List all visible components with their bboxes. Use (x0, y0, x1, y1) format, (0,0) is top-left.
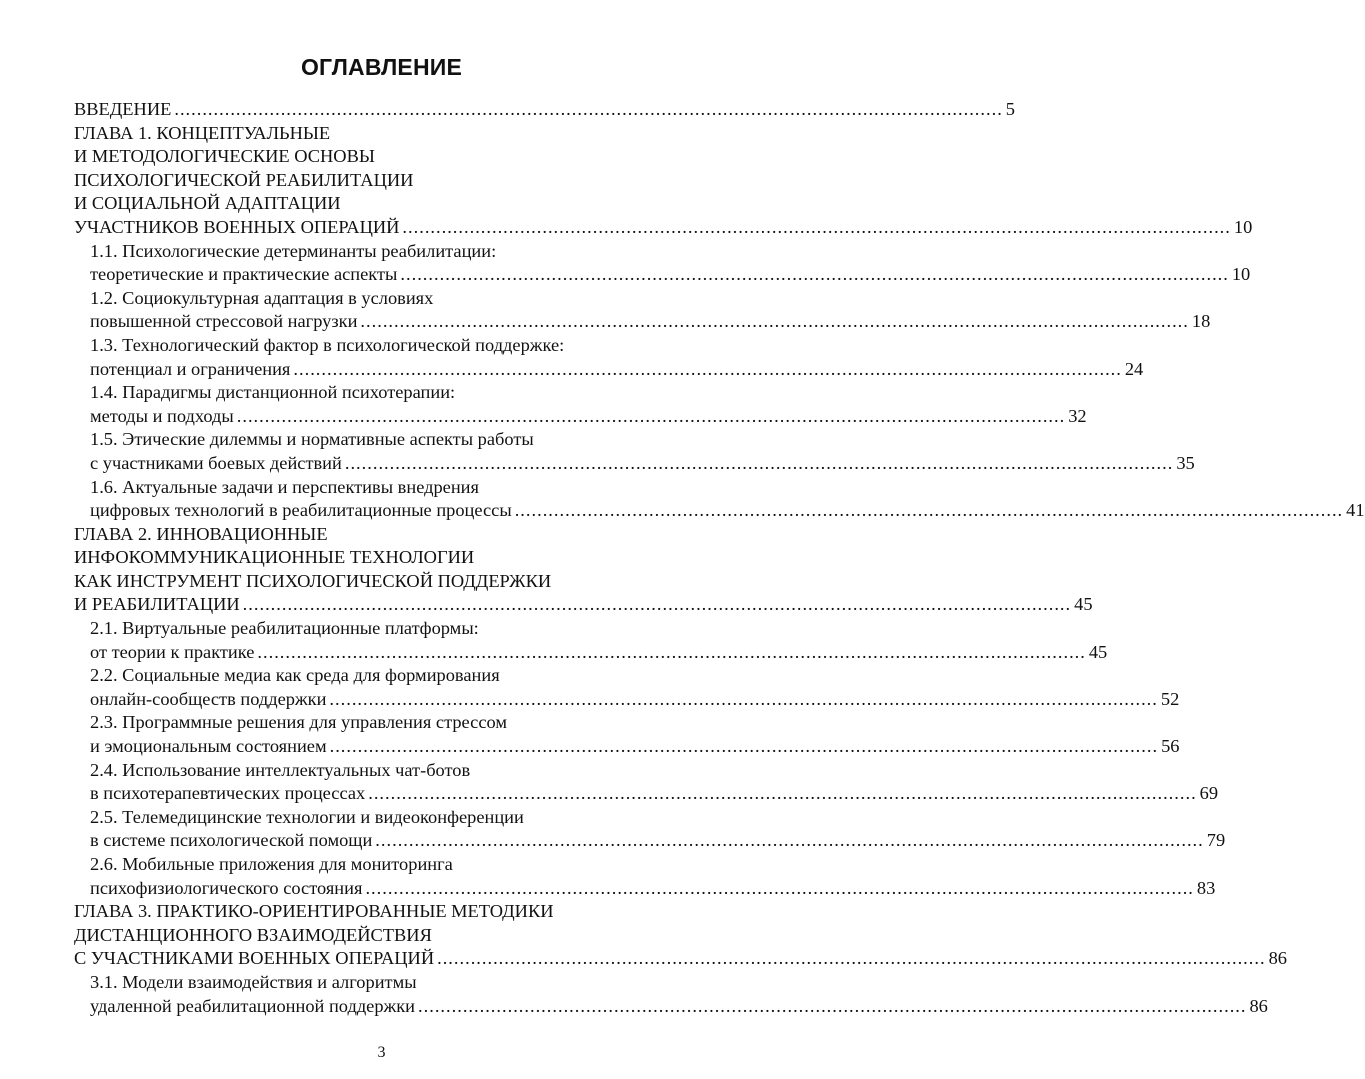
toc-page-number: 45 (1088, 641, 1108, 662)
toc-entry-line: ИНФОКОММУНИКАЦИОННЫЕ ТЕХНОЛОГИИ (74, 547, 475, 568)
toc-section-entry (74, 240, 1251, 287)
toc-entry-last-line (74, 310, 1211, 334)
dot-leader: .................................................................................................................................................... (236, 405, 1066, 426)
toc-page-number: 35 (1176, 452, 1195, 473)
toc-entry-line: 2.3. Программные решения для управления стрессом (90, 712, 507, 733)
toc-page-number: 24 (1124, 358, 1144, 379)
dot-leader: .................................................................................................................................................... (329, 736, 1159, 757)
toc-entry-last-line (74, 947, 1287, 971)
toc-chapter-entry (74, 98, 1015, 122)
toc-page-number: 52 (1160, 688, 1180, 709)
dot-leader: .................................................................................................................................................... (360, 311, 1189, 332)
toc-entry-line: И МЕТОДОЛОГИЧЕСКИЕ ОСНОВЫ (74, 146, 375, 167)
toc-page-number: 10 (1231, 264, 1251, 285)
toc-page-number: 10 (1233, 216, 1253, 237)
toc-entry-text: от теории к практике (90, 641, 255, 662)
dot-leader: .................................................................................................................................................... (402, 216, 1231, 237)
toc-page-number: 69 (1199, 783, 1219, 804)
dot-leader: .................................................................................................................................................... (329, 688, 1158, 709)
toc-entry-text: психофизиологического состояния (90, 877, 363, 898)
toc-section-entry (74, 853, 1216, 900)
toc-page-number: 86 (1268, 948, 1287, 969)
toc-entry-line: 2.6. Мобильные приложения для мониторинга (90, 854, 453, 874)
toc-entry-text: с участниками боевых действий (90, 452, 342, 473)
toc-section-entry (74, 806, 1226, 853)
toc-entry-line: 1.1. Психологические детерминанты реабилитации: (90, 240, 497, 261)
dot-leader: .................................................................................................................................................... (242, 594, 1072, 615)
toc-entry-line: ГЛАВА 3. ПРАКТИКО-ОРИЕНТИРОВАННЫЕ МЕТОДИКИ (74, 901, 554, 922)
toc-entry-last-line (74, 263, 1251, 287)
dot-leader: .................................................................................................................................................... (344, 452, 1174, 473)
toc-chapter-entry (74, 523, 1093, 617)
toc-entry-line: 1.3. Технологический фактор в психологической поддержке: (90, 334, 565, 355)
dot-leader: .................................................................................................................................................... (400, 264, 1229, 285)
dot-leader: .................................................................................................................................................... (514, 500, 1344, 521)
toc-entry-last-line (74, 358, 1144, 382)
dot-leader: .................................................................................................................................................... (418, 995, 1247, 1016)
toc-section-entry (74, 334, 1144, 381)
toc-entry-line: 1.6. Актуальные задачи и перспективы внедрения (90, 476, 479, 497)
toc-entry-line: 1.4. Парадигмы дистанционной психотерапии: (90, 382, 456, 403)
toc-entry-last-line (74, 593, 1093, 617)
toc-section-entry (74, 287, 1211, 334)
toc-entry-text: онлайн-сообществ поддержки (90, 688, 327, 709)
dot-leader: .................................................................................................................................................... (375, 830, 1204, 851)
page-number: 3 (377, 1044, 386, 1061)
toc-entry-line: 1.2. Социокультурная адаптация в условиях (90, 287, 434, 308)
toc-entry-line: ПСИХОЛОГИЧЕСКОЙ РЕАБИЛИТАЦИИ (74, 169, 414, 190)
toc-page-number: 86 (1249, 995, 1268, 1016)
dot-leader: .................................................................................................................................................... (293, 358, 1122, 379)
toc-entry-text: повышенной стрессовой нагрузки (90, 311, 358, 332)
toc-entry-last-line (74, 995, 1268, 1019)
toc-section-entry (74, 617, 1108, 664)
toc-entry-text: потенциал и ограничения (90, 358, 291, 379)
toc-entry-last-line (74, 216, 1253, 240)
dot-leader: .................................................................................................................................................... (365, 877, 1194, 898)
toc-page-number: 32 (1068, 405, 1087, 426)
toc-page-number: 56 (1161, 736, 1180, 757)
toc-entry-text: цифровых технологий в реабилитационные процессы (90, 500, 512, 521)
toc-entry-last-line (74, 405, 1087, 429)
toc-entry-last-line (74, 499, 1365, 523)
toc-page-number: 45 (1074, 594, 1093, 615)
toc-page-number: 79 (1206, 830, 1226, 851)
table-of-contents (74, 98, 1365, 1018)
toc-entry-line: ГЛАВА 1. КОНЦЕПТУАЛЬНЫЕ (74, 122, 331, 143)
toc-entry-line: 3.1. Модели взаимодействия и алгоритмы (90, 971, 417, 992)
toc-entry-text: ВВЕДЕНИЕ (74, 99, 172, 119)
toc-entry-last-line (74, 782, 1219, 806)
toc-page-number: 41 (1346, 500, 1365, 521)
toc-entry-last-line (74, 98, 1015, 122)
toc-section-entry (74, 476, 1365, 523)
toc-entry-text: удаленной реабилитационной поддержки (90, 995, 416, 1016)
toc-entry-line: ДИСТАНЦИОННОГО ВЗАИМОДЕЙСТВИЯ (74, 924, 432, 945)
toc-entry-line: И СОЦИАЛЬНОЙ АДАПТАЦИИ (74, 193, 341, 214)
toc-entry-line: 2.1. Виртуальные реабилитационные платформы: (90, 618, 479, 639)
dot-leader: .................................................................................................................................................... (174, 99, 1003, 119)
toc-entry-line: 2.4. Использование интеллектуальных чат-ботов (90, 759, 471, 780)
toc-entry-text: и эмоциональным состоянием (90, 736, 327, 757)
toc-chapter-entry (74, 122, 1253, 240)
toc-entry-line: 2.5. Телемедицинские технологии и видеоконференции (90, 806, 524, 827)
toc-section-entry (74, 711, 1180, 758)
toc-entry-text: УЧАСТНИКОВ ВОЕННЫХ ОПЕРАЦИЙ (74, 216, 400, 237)
toc-entry-line: КАК ИНСТРУМЕНТ ПСИХОЛОГИЧЕСКОЙ ПОДДЕРЖКИ (74, 570, 552, 591)
toc-chapter-entry (74, 900, 1287, 971)
toc-section-entry (74, 664, 1180, 711)
toc-entry-last-line (74, 452, 1195, 476)
toc-entry-line: 1.5. Этические дилеммы и нормативные аспекты работы (90, 429, 534, 450)
toc-entry-line: 2.2. Социальные медиа как среда для формирования (90, 665, 500, 686)
toc-entry-last-line (74, 735, 1180, 759)
dot-leader: .................................................................................................................................................... (437, 948, 1266, 969)
toc-entry-last-line (74, 829, 1226, 853)
toc-page-number: 5 (1005, 99, 1015, 119)
toc-entry-last-line (74, 688, 1180, 712)
toc-section-entry (74, 759, 1219, 806)
toc-entry-last-line (74, 641, 1108, 665)
toc-entry-line: ГЛАВА 2. ИННОВАЦИОННЫЕ (74, 523, 328, 544)
toc-section-entry (74, 971, 1268, 1018)
dot-leader: .................................................................................................................................................... (257, 641, 1086, 662)
toc-entry-text: в психотерапевтических процессах (90, 783, 366, 804)
toc-entry-text: в системе психологической помощи (90, 830, 373, 851)
toc-page-number: 83 (1196, 877, 1216, 898)
toc-entry-text: С УЧАСТНИКАМИ ВОЕННЫХ ОПЕРАЦИЙ (74, 948, 435, 969)
toc-entry-text: методы и подходы (90, 405, 234, 426)
toc-entry-text: теоретические и практические аспекты (90, 264, 398, 285)
toc-section-entry (74, 381, 1087, 428)
toc-entry-text: И РЕАБИЛИТАЦИИ (74, 594, 240, 615)
toc-section-entry (74, 428, 1195, 475)
dot-leader: .................................................................................................................................................... (368, 783, 1197, 804)
page-title: ОГЛАВЛЕНИЕ (300, 54, 463, 80)
toc-entry-last-line (74, 877, 1216, 901)
toc-page-number: 18 (1191, 311, 1211, 332)
